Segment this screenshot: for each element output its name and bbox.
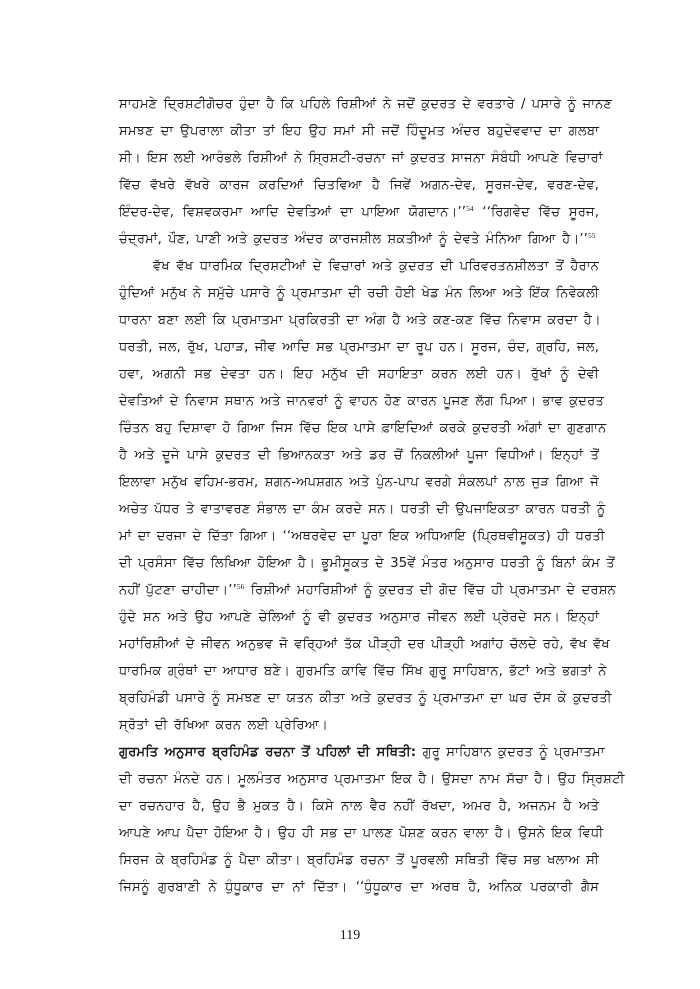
text-line: ਸ੍ਰੋਤਾਂ ਦੀ ਰੱਖਿਆ ਕਰਨ ਲਈ ਪ੍ਰੇਰਿਆ।: [119, 718, 329, 733]
footnote-marker-54: 54: [466, 204, 474, 213]
text-line: ਹੈ ਅਤੇ ਦੂਜੇ ਪਾਸੇ ਕੁਦਰਤ ਦੀ ਭਿਆਨਕਤਾ ਅਤੇ ਡਰ ਚੋਂ ਨਿਕਲੀਆਂ ਪੂਜਾ ਵਿਧੀਆਂ। ਇਨ੍ਹਾਂ ਤੋਂ: [119, 448, 599, 463]
text-line: ਮਹਾਂਰਿਸ਼ੀਆਂ ਦੇ ਜੀਵਨ ਅਨੁਭਵ ਜੋ ਵਰ੍ਹਿਆਂ ਤੱਕ ਪੀੜ੍ਹੀ ਦਰ ਪੀੜ੍ਹੀ ਅਗਾਂਹ ਚੱਲਦੇ ਰਹੇ, ਵੱਖ ਵੱਖ: [119, 637, 610, 652]
text-line: ਸਮਝਣ ਦਾ ਉਪਰਾਲਾ ਕੀਤਾ ਤਾਂ ਇਹ ਉਹ ਸਮਾਂ ਸੀ ਜਦੋਂ ਹਿੰਦੂਮਤ ਅੰਦਰ ਬਹੁਦੇਵਵਾਦ ਦਾ ਗਲਬਾ: [119, 124, 599, 139]
text-line-with-footnote: [119, 199, 599, 226]
text-run: ‘‘ਰਿਗਵੇਦ ਵਿੱਚ ਸੂਰਜ,: [473, 205, 599, 220]
text-line: ਮਾਂ ਦਾ ਦਰਜਾ ਦੇ ਦਿੱਤਾ ਗਿਆ। ‘‘ਅਥਰਵੇਦ ਦਾ ਪੂਰਾ ਇਕ ਅਧਿਆਇ (ਪ੍ਰਿਥਵੀਸੂਕਤ) ਹੀ ਧਰਤੀ: [119, 529, 605, 544]
text-line: ਧਰਤੀ, ਜਲ, ਰੁੱਖ, ਪਹਾੜ, ਜੀਵ ਆਦਿ ਸਭ ਪ੍ਰਮਾਤਮਾ ਦਾ ਰੂਪ ਹਨ। ਸੂਰਜ, ਚੰਦ, ਗ੍ਰਹਿ, ਜਲ,: [119, 340, 599, 355]
text-line: ਆਪਣੇ ਆਪ ਪੈਦਾ ਹੋਇਆ ਹੈ। ਉਹ ਹੀ ਸਭ ਦਾ ਪਾਲਣ ਪੋਸ਼ਣ ਕਰਨ ਵਾਲਾ ਹੈ। ਉਸਨੇ ਇਕ ਵਿਧੀ: [119, 826, 604, 841]
text-line: ਧਾਰਨਾ ਬਣਾ ਲਈ ਕਿ ਪ੍ਰਮਾਤਮਾ ਪ੍ਰਕਿਰਤੀ ਦਾ ਅੰਗ ਹੈ ਅਤੇ ਕਣ-ਕਣ ਵਿੱਚ ਨਿਵਾਸ ਕਰਦਾ ਹੈ।: [119, 313, 601, 328]
paragraph-2: [119, 253, 616, 739]
text-line: ਦੀ ਪ੍ਰਸੰਸਾ ਵਿੱਚ ਲਿਖਿਆ ਹੋਇਆ ਹੈ। ਭੂਮੀਸੂਕਤ ਦੇ 35ਵੇਂ ਮੰਤਰ ਅਨੁਸਾਰ ਧਰਤੀ ਨੂੰ ਬਿਨਾਂ ਕੰਮ ਤੋਂ: [119, 556, 615, 571]
page-number: 119: [339, 928, 361, 943]
section-heading: ਗੁਰਮਤਿ ਅਨੁਸਾਰ ਬ੍ਰਹਿਮੰਡ ਰਚਨਾ ਤੋਂ ਪਹਿਲਾਂ ਦੀ ਸਥਿਤੀ:: [119, 745, 417, 760]
paragraph-1: [119, 91, 613, 253]
text-line: ਵੱਖ ਵੱਖ ਧਾਰਮਿਕ ਦ੍ਰਿਸ਼ਟੀਆਂ ਦੇ ਵਿਚਾਰਾਂ ਅਤੇ ਕੁਦਰਤ ਦੀ ਪਰਿਵਰਤਨਸ਼ੀਲਤਾ ਤੋਂ ਹੈਰਾਨ: [153, 259, 599, 274]
text-line: ਦਾ ਰਚਨਹਾਰ ਹੈ, ਉਹ ਭੈ ਮੁਕਤ ਹੈ। ਕਿਸੇ ਨਾਲ ਵੈਰ ਨਹੀਂ ਰੱਖਦਾ, ਅਮਰ ਹੈ, ਅਜਨਮ ਹੈ ਅਤੇ: [119, 799, 599, 814]
text-line: ਧਾਰਮਿਕ ਗ੍ਰੰਥਾਂ ਦਾ ਆਧਾਰ ਬਣੇ। ਗੁਰਮਤਿ ਕਾਵਿ ਵਿੱਚ ਸਿੱਖ ਗੁਰੂ ਸਾਹਿਬਾਨ, ਭੱਟਾਂ ਅਤੇ ਭਗਤਾਂ ਨੇ: [119, 664, 607, 679]
text-line: ਹੁੰਦਿਆਂ ਮਨੁੱਖ ਨੇ ਸਮੁੱਚੇ ਪਸਾਰੇ ਨੂੰ ਪ੍ਰਮਾਤਮਾ ਦੀ ਰਚੀ ਹੋਈ ਖੇਡ ਮੰਨ ਲਿਆ ਅਤੇ ਇੱਕ ਨਿਵੇਕਲੀ: [119, 286, 599, 301]
footnote-marker-55: 55: [587, 231, 596, 240]
text-run: ਰਿਸ਼ੀਆਂ ਮਹਾਰਿਸ਼ੀਆਂ ਨੂੰ ਕੁਦਰਤ ਦੀ ਗੋਦ ਵਿੱਚ ਹੀ ਪ੍ਰਮਾਤਮਾ ਦੇ ਦਰਸ਼ਨ: [244, 583, 616, 598]
text-line: ਦੀ ਰਚਨਾ ਮੰਨਦੇ ਹਨ। ਮੂਲਮੰਤਰ ਅਨੁਸਾਰ ਪ੍ਰਮਾਤਮਾ ਇਕ ਹੈ। ਉਸਦਾ ਨਾਮ ਸੱਚਾ ਹੈ। ਉਹ ਸ੍ਰਿਸ਼ਟੀ: [119, 772, 625, 787]
body-text: [119, 91, 625, 901]
text-line-with-footnote: [119, 226, 599, 253]
text-line: ਸਿਰਜ ਕੇ ਬ੍ਰਹਿਮੰਡ ਨੂੰ ਪੈਦਾ ਕੀਤਾ। ਬ੍ਰਹਿਮੰਡ ਰਚਨਾ ਤੋਂ ਪੂਰਵਲੀ ਸਥਿਤੀ ਵਿੱਚ ਸਭ ਖਲਾਅ ਸੀ: [119, 853, 599, 868]
text-run: ਨਹੀਂ ਪੁੱਟਣਾ ਚਾਹੀਦਾ।’’: [119, 583, 237, 598]
text-line-with-heading: [119, 739, 605, 766]
text-line: ਜਿਸਨੂੰ ਗੁਰਬਾਣੀ ਨੇ ਧੁੰਧੂਕਾਰ ਦਾ ਨਾਂ ਦਿੱਤਾ। ‘‘ਧੁੰਧੂਕਾਰ ਦਾ ਅਰਥ ਹੈ, ਅਨਿਕ ਪਰਕਾਰੀ ਗੈਸ: [119, 880, 599, 895]
text-line: ਸਾਹਮਣੇ ਦ੍ਰਿਸ਼ਟੀਗੋਚਰ ਹੁੰਦਾ ਹੈ ਕਿ ਪਹਿਲੇ ਰਿਸ਼ੀਆਂ ਨੇ ਜਦੋਂ ਕੁਦਰਤ ਦੇ ਵਰਤਾਰੇ / ਪਸਾਰੇ ਨੂੰ ਜਾਨਣ: [119, 97, 613, 112]
text-line: ਹੁੰਦੇ ਸਨ ਅਤੇ ਉਹ ਆਪਣੇ ਚੇਲਿਆਂ ਨੂੰ ਵੀ ਕੁਦਰਤ ਅਨੁਸਾਰ ਜੀਵਨ ਲਈ ਪ੍ਰੇਰਦੇ ਸਨ। ਇਨ੍ਹਾਂ: [119, 610, 599, 625]
text-line: ਵਿੱਚ ਵੱਖਰੇ ਵੱਖਰੇ ਕਾਰਜ ਕਰਦਿਆਂ ਚਿਤਵਿਆ ਹੈ ਜਿਵੇਂ ਅਗਨ-ਦੇਵ, ਸੂਰਜ-ਦੇਵ, ਵਰਣ-ਦੇਵ,: [119, 178, 599, 193]
text-run: ਇੰਦਰ-ਦੇਵ, ਵਿਸ਼ਵਕਰਮਾ ਆਦਿ ਦੇਵਤਿਆਂ ਦਾ ਪਾਇਆ ਯੋਗਦਾਨ।’’: [119, 205, 467, 220]
text-line: ਚਿੰਤਨ ਬਹੁ ਦਿਸ਼ਾਵਾ ਹੋ ਗਿਆ ਜਿਸ ਵਿੱਚ ਇਕ ਪਾਸੇ ਫ਼ਾਇਦਿਆਂ ਕਰਕੇ ਕੁਦਰਤੀ ਅੰਗਾਂ ਦਾ ਗੁਣਗਾਨ: [119, 421, 607, 436]
text-line: ਬ੍ਰਹਿਮੰਡੀ ਪਸਾਰੇ ਨੂੰ ਸਮਝਣ ਦਾ ਯਤਨ ਕੀਤਾ ਅਤੇ ਕੁਦਰਤ ਨੂੰ ਪ੍ਰਮਾਤਮਾ ਦਾ ਘਰ ਦੱਸ ਕੇ ਕੁਦਰਤੀ: [119, 691, 612, 706]
text-line-with-footnote: [119, 577, 616, 604]
text-run: ਗੁਰੂ ਸਾਹਿਬਾਨ ਕੁਦਰਤ ਨੂੰ ਪ੍ਰਮਾਤਮਾ: [416, 745, 605, 760]
footnote-marker-56: 56: [236, 582, 245, 591]
text-line: ਇਲਾਵਾ ਮਨੁੱਖ ਵਹਿਮ-ਭਰਮ, ਸ਼ਗਨ-ਅਪਸ਼ਗਨ ਅਤੇ ਪੁੰਨ-ਪਾਪ ਵਰਗੇ ਸੰਕਲਪਾਂ ਨਾਲ ਜੁੜ ਗਿਆ ਜੋ: [119, 475, 599, 490]
text-run: ਚੰਦ੍ਰਮਾਂ, ਪੌਣ, ਪਾਣੀ ਅਤੇ ਕੁਦਰਤ ਅੰਦਰ ਕਾਰਜਸ਼ੀਲ ਸ਼ਕਤੀਆਂ ਨੂੰ ਦੇਵਤੇ ਮੰਨਿਆ ਗਿਆ ਹੈ।’’: [119, 232, 588, 247]
text-line: ਹਵਾ, ਅਗਨੀ ਸਭ ਦੇਵਤਾ ਹਨ। ਇਹ ਮਨੁੱਖ ਦੀ ਸਹਾਇਤਾ ਕਰਨ ਲਈ ਹਨ। ਰੁੱਖਾਂ ਨੂੰ ਦੇਵੀ: [119, 367, 599, 382]
text-line: ਅਚੇਤ ਪੱਧਰ ਤੇ ਵਾਤਾਵਰਣ ਸੰਭਾਲ ਦਾ ਕੰਮ ਕਰਦੇ ਸਨ। ਧਰਤੀ ਦੀ ਉਪਜਾਇਕਤਾ ਕਾਰਨ ਧਰਤੀ ਨੂੰ: [119, 502, 606, 517]
text-line: ਸੀ। ਇਸ ਲਈ ਆਰੰਭਲੇ ਰਿਸ਼ੀਆਂ ਨੇ ਸ੍ਰਿਸ਼ਟੀ-ਰਚਨਾ ਜਾਂ ਕੁਦਰਤ ਸਾਜਨਾ ਸੰਬੰਧੀ ਆਪਣੇ ਵਿਚਾਰਾਂ: [119, 151, 603, 166]
paragraph-3: [119, 739, 625, 901]
text-line: ਦੇਵਤਿਆਂ ਦੇ ਨਿਵਾਸ ਸਥਾਨ ਅਤੇ ਜਾਨਵਰਾਂ ਨੂੰ ਵਾਹਨ ਹੋਣ ਕਾਰਨ ਪੂਜਣ ਲੱਗ ਪਿਆ। ਭਾਵ ਕੁਦਰਤ: [119, 394, 604, 409]
